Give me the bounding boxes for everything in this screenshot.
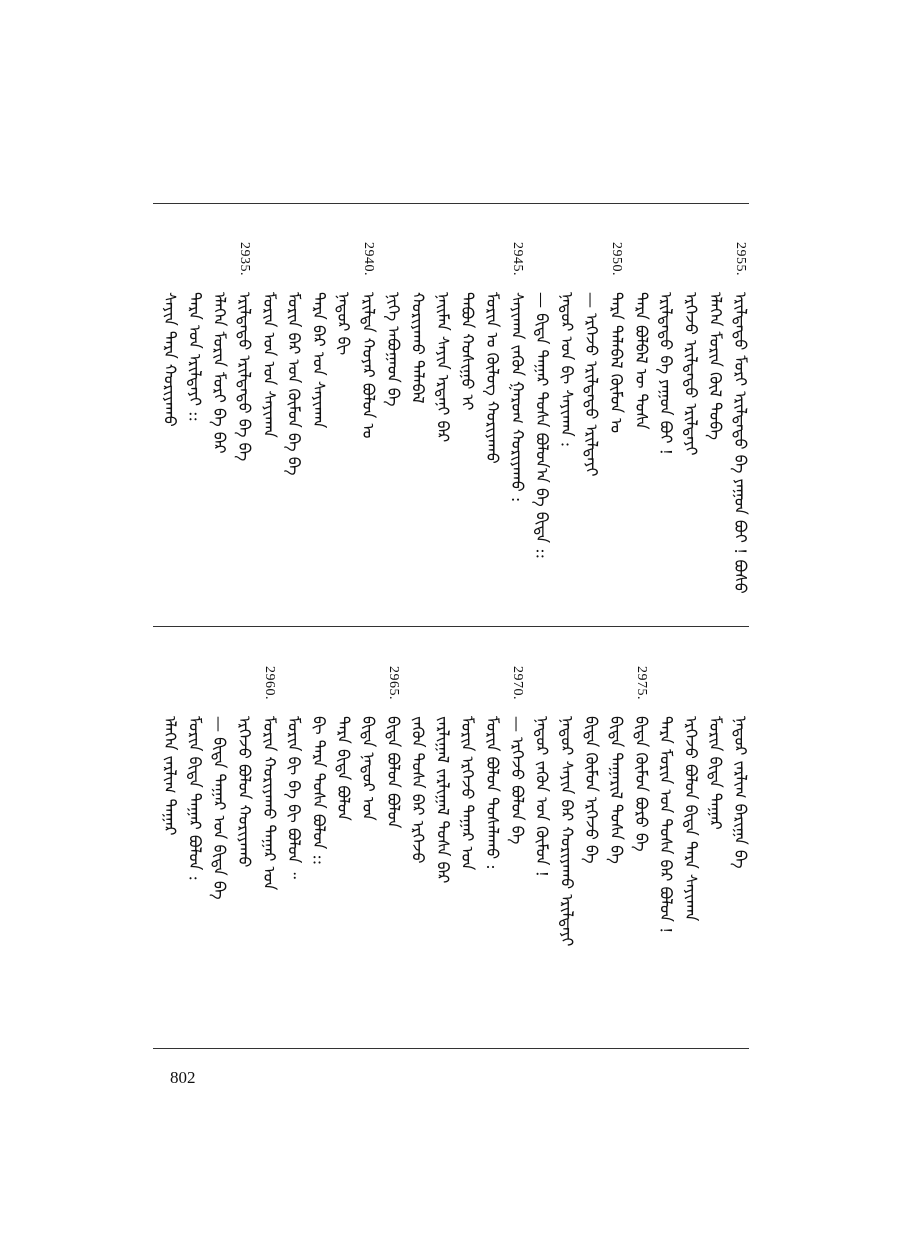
verse-line: ᠲᠡᠷᠡ ᠮᠣᠷᠢᠨ ᠤᠨ ᠲᠤᠰᠠ ᠪᠠᠷ ᠪᠣᠯᠤᠨ ! [656, 716, 676, 934]
verse-line: ᠮᠣᠷᠢᠨ ᠪᠢ ᠪᠠ ᠪᠢ ᠪᠣᠯᠤᠨ ᠃ [284, 716, 304, 879]
verse-line: ᠡᠯᠡᠭᠡᠨ ᠮᠣᠷᠢᠨ ᠮᠣᠷᠢ ᠪᠠ ᠪᠠᠷ [210, 292, 230, 454]
verse-line: ᠡᠯᠡᠭᠡᠨ ᠮᠣᠷᠢᠨ ᠬᠥᠯ ᠲᠤᠪᠠ [706, 292, 726, 441]
verse-column [159, 666, 181, 1038]
verse-line: ᠡᠷᠬᠡᠵᠦ ᠪᠣᠯᠤᠨ ᠪᠢᠳᠡ ᠲᠡᠷᠡ ᠰᠠᠶᠢᠬᠠᠨ [681, 716, 701, 922]
verse-line: ᠪᠢ ᠲᠡᠷᠡ ᠲᠤᠰᠠ ᠪᠣᠯᠤᠨ :: [309, 716, 329, 866]
line-number: 2945. [509, 242, 525, 276]
verse-line: ᠪᠢᠳᠡ ᠬᠦᠮᠦᠨ ᠪᠤᠷᠤ ᠪᠡ [631, 716, 651, 852]
verse-column [183, 666, 205, 1038]
top-rule [153, 203, 749, 204]
verse-column [506, 666, 528, 1038]
verse-column [382, 666, 404, 1038]
verse-column [382, 242, 404, 614]
bottom-rule [153, 1048, 749, 1049]
middle-rule [153, 626, 749, 627]
verse-line: ᠲᠡᠷᠡ ᠪᠣᠯᠪᠠᠯ ᠦ ᠲᠤᠰᠠ [631, 292, 651, 430]
verse-column [655, 242, 677, 614]
verse-line: ᠪᠢᠳᠡ ᠬᠦᠮᠦᠨ ᠡᠷᠬᠡᠵᠦ ᠪᠡ [582, 716, 602, 864]
verse-column [704, 666, 726, 1038]
verse-line: ᠮᠣᠷᠢᠨ ᠪᠠᠷ ᠤᠨ ᠬᠦᠮᠦᠨ ᠪᠡ ᠪᠡ [284, 292, 304, 476]
verse-line: ᠰᠠᠶᠢᠬᠠᠨ ᠵᠡᠭᠦᠨ ᠭᠠᠷᠤᠭ ᠬᠤᠷᠢᠶᠠᠬᠤ : [507, 292, 527, 503]
verse-column [605, 242, 627, 614]
verse-line: ᠡᠷᠢᠯᠲᠡᠲᠦ ᠡᠷᠢᠯᠲᠡᠲᠦ ᠪᠡ ᠪᠡ [235, 292, 254, 462]
verse-line: ᠨᠠᠳᠤᠷ ᠰᠠᠶᠢᠨ ᠪᠠᠷ ᠬᠤᠷᠢᠶᠠᠬᠤ ᠡᠷᠢᠯᠲᠡᠶᠢ [557, 716, 577, 947]
verse-line: ᠮᠣᠷᠢᠨ ᠤ ᠬᠥᠯᠦᠭ ᠬᠤᠷᠢᠶᠠᠬᠤ [483, 292, 502, 464]
verse-column [183, 242, 205, 614]
verse-line: ᠮᠣᠷᠢᠨ ᠬᠤᠷᠢᠶᠠᠬᠤ ᠲᠠᠭᠠᠷ ᠤᠨ [259, 716, 279, 891]
verse-line: ᠲᠡᠷᠡ ᠪᠠᠷ ᠤᠨ ᠰᠠᠶᠢᠬᠠᠨ [309, 292, 329, 429]
line-number: 2955. [733, 242, 748, 276]
verse-column [307, 242, 329, 614]
verse-line: ᠡᠯᠡᠭᠡᠨ ᠵᠠᠷᠯᠢᠭ ᠲᠠᠭᠠᠷ [160, 716, 180, 836]
verse-line: ᠪᠢᠳᠡ ᠪᠣᠯᠤᠨ ᠪᠣᠯᠤᠨ [383, 716, 403, 829]
verse-line: ᠮᠣᠷᠢᠨ ᠤᠨ ᠤᠨ ᠰᠠᠶᠢᠬᠠᠨ [259, 292, 279, 438]
line-number: 2965. [385, 666, 401, 700]
verse-line: ᠲᠡᠷᠡ ᠪᠢᠳᠡ ᠪᠣᠯᠤᠨ [334, 716, 354, 821]
verse-column [431, 666, 453, 1038]
verse-column [208, 666, 230, 1038]
verse-column [332, 242, 354, 614]
verse-line: ᠮᠣᠷᠢᠨ ᠪᠣᠯᠤᠨ ᠲᠤᠰᠠᠯᠠᠬᠤ : [483, 716, 502, 870]
verse-line: — ᠡᠷᠬᠡᠵᠦ ᠪᠣᠯᠤᠨ ᠪᠡ [507, 716, 527, 845]
verse-column [531, 666, 553, 1038]
verse-line: ᠨᠢᠭᠡ ᠠᠪᠤᠭᠠᠳ ᠪᠡ [383, 292, 403, 407]
verse-line: ᠡᠷᠢᠯᠲᠡ ᠬᠣᠶᠠᠷ ᠪᠣᠯᠤᠨ ᠤ [359, 292, 378, 439]
verse-column [431, 242, 453, 614]
verse-column [283, 242, 305, 614]
line-number: 2950. [609, 242, 624, 276]
verse-line: ᠮᠣᠷᠢᠨ ᠪᠢᠳᠡ ᠲᠠᠭᠠᠷ ᠪᠣᠯᠤᠨ : [185, 716, 205, 881]
verse-line: ᠡᠷᠬᠡᠵᠦ ᠡᠷᠢᠯᠲᠡᠲᠦ ᠡᠷᠢᠯᠲᠡᠶᠢ [681, 292, 701, 456]
verse-column [357, 242, 379, 614]
line-number: 2935. [237, 242, 252, 276]
verse-column [159, 242, 181, 614]
verse-line: ᠡᠷᠬᠡᠵᠦ ᠪᠣᠯᠤᠨ ᠬᠤᠷᠢᠶᠠᠬᠤ [235, 716, 254, 868]
line-number: 2970. [509, 666, 525, 700]
verse-line: ᠨᠠᠳᠤᠷ ᠵᠠᠷᠯᠢᠭ ᠪᠠᠷᠢᠭᠠ ᠪᠡ [731, 716, 750, 869]
verse-line: ᠵᠡᠭᠦᠨ ᠲᠤᠰᠠ ᠪᠠᠷ ᠡᠷᠬᠡᠵᠦ [408, 716, 428, 864]
verse-column [233, 666, 255, 1038]
line-number: 2940. [361, 242, 376, 276]
verse-column [481, 242, 503, 614]
verse-column [555, 666, 577, 1038]
verse-column [531, 242, 553, 614]
verse-column [555, 242, 577, 614]
line-number: 2960. [261, 666, 277, 700]
verse-column [481, 666, 503, 1038]
verse-column [233, 242, 255, 614]
verse-column [208, 242, 230, 614]
verse-line: ᠪᠢᠳᠡ ᠨᠠᠳᠤᠷ ᠤᠨ [359, 716, 378, 821]
verse-line: ᠨᠠᠳᠤᠷ ᠵᠡᠭᠦᠨ ᠤᠨ ᠬᠦᠮᠦᠨ ! [532, 716, 552, 877]
verse-column [704, 242, 726, 614]
verse-line: ᠲᠡᠷᠡ ᠤᠨ ᠡᠷᠢᠯᠲᠡᠶᠢ :: [185, 292, 205, 422]
verse-column [605, 666, 627, 1038]
verse-column [258, 666, 280, 1038]
verse-column [679, 242, 701, 614]
verse-column [580, 666, 602, 1038]
verse-column [407, 242, 429, 614]
verse-column [506, 242, 528, 614]
verse-column [407, 666, 429, 1038]
verse-column [655, 666, 677, 1038]
verse-line: ᠨᠠᠢᠮᠠᠨ ᠰᠠᠶᠢᠨ ᠡᠷᠳᠡᠨᠢ ᠪᠠᠷ [433, 292, 453, 443]
verse-column [630, 666, 652, 1038]
lower-text-block [153, 666, 749, 1038]
verse-column [283, 666, 305, 1038]
upper-text-block [153, 242, 749, 614]
verse-line: ᠨᠠᠳᠤᠷ ᠤᠨ ᠪᠢ ᠰᠠᠶᠢᠬᠠᠨ : [557, 292, 577, 448]
verse-column [456, 666, 478, 1038]
verse-column [580, 242, 602, 614]
verse-column [630, 242, 652, 614]
verse-line: ᠰᠠᠶᠢᠨ ᠲᠡᠷᠡ ᠬᠤᠷᠢᠶᠠᠬᠤ [160, 292, 180, 427]
verse-line: ᠲᠡᠷᠡ ᠲᠠᠯᠠᠪᠠᠯ ᠬᠦᠮᠦᠨ ᠤ [607, 292, 626, 434]
verse-column [307, 666, 329, 1038]
verse-column [729, 666, 751, 1038]
verse-line: ᠡᠷᠢᠯᠲᠡᠲᠦ ᠪᠡ ᠶᠠᠭᠤᠨ ᠪᠣᠢ ! [656, 292, 676, 456]
page-number: 802 [170, 1068, 196, 1087]
verse-line: — ᠪᠢᠳᠡ ᠲᠠᠭᠠᠷ ᠲᠤᠰᠠ ᠪᠣᠯᠤᠨ᠎ᠠ ᠪᠠ ᠪᠢᠳᠡ :: [532, 292, 552, 559]
verse-column [258, 242, 280, 614]
verse-line: ᠨᠠᠳᠤᠷ ᠪᠢ [334, 292, 354, 356]
verse-line: ᠪᠢᠳᠡ ᠲᠠᠭᠠᠷᠢᠯ ᠲᠤᠰᠠ ᠪᠡ [607, 716, 626, 864]
verse-line: ᠬᠤᠷᠢᠶᠠᠬᠤ ᠲᠠᠯᠠᠪᠠᠯ [408, 292, 428, 404]
verse-column [456, 242, 478, 614]
verse-line: ᠵᠠᠷᠯᠢᠭᠠᠯ ᠵᠠᠷᠯᠢᠭᠠᠯ ᠲᠤᠰᠠ ᠪᠠᠷ [433, 716, 453, 884]
verse-column [679, 666, 701, 1038]
verse-line: — ᠡᠷᠬᠡᠵᠦ ᠡᠷᠢᠯᠲᠡᠲᠦ ᠡᠷᠢᠯᠲᠡᠶᠢ [582, 292, 602, 477]
verse-column [357, 666, 379, 1038]
verse-line: — ᠪᠢᠳᠡ ᠲᠠᠭᠠᠷ ᠤᠨ ᠪᠢᠳᠡ ᠪᠡ [210, 716, 230, 900]
verse-column [332, 666, 354, 1038]
verse-line: ᠲᠠᠪᠤᠨ ᠬᠣᠰᠢᠭᠤ ᠢ [458, 292, 478, 411]
line-number: 2975. [633, 666, 649, 700]
verse-line: ᠮᠣᠷᠢᠨ ᠪᠢᠳᠡ ᠲᠠᠭᠠᠷ [706, 716, 726, 830]
verse-column [729, 242, 751, 614]
verse-line: ᠡᠷᠢᠯᠲᠡᠲᠦ ᠮᠣᠷᠢ ᠡᠷᠢᠯᠲᠡᠲᠦ ᠪᠡ ᠶᠠᠭᠤᠨ ᠪᠣᠢ ! ᠪᠣᠰᠤ [731, 292, 750, 594]
verse-line: ᠮᠣᠷᠢᠨ ᠡᠷᠬᠡᠵᠦ ᠲᠠᠭᠠᠷ ᠤᠨ [458, 716, 478, 871]
